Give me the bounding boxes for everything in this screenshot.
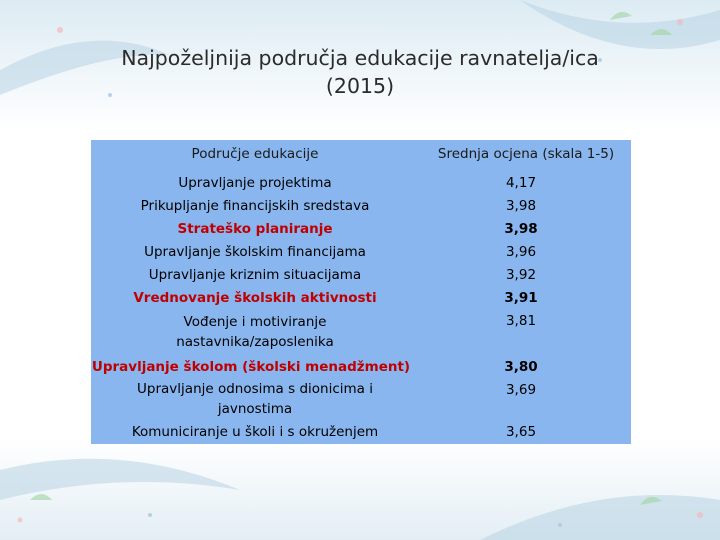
header-score: Srednja ocjena (skala 1-5) [437, 146, 615, 162]
area-cell: Komuniciranje u školi i s okruženjem [131, 424, 379, 440]
score-cell: 3,98 [504, 221, 538, 237]
score-cell: 3,69 [505, 382, 537, 398]
score-cell: 3,91 [504, 290, 538, 306]
score-cell: 4,17 [505, 175, 537, 191]
area-cell-line-1: Upravljanje odnosima s dionicima i [137, 381, 373, 397]
area-cell: Vrednovanje školskih aktivnosti [133, 290, 377, 306]
score-cell: 3,81 [505, 313, 537, 329]
area-cell-line-2: javnostima [217, 401, 293, 417]
slide-title [60, 44, 660, 100]
score-cell: 3,65 [505, 424, 537, 440]
area-cell: Upravljanje kriznim situacijama [148, 267, 362, 283]
area-cell: Upravljanje projektima [178, 175, 332, 191]
area-cell-line-2: nastavnika/zaposlenika [176, 334, 334, 350]
area-cell [91, 379, 419, 419]
title-line-1: Najpoželjnija područja edukacije ravnatelja/ica [121, 46, 599, 70]
area-cell: Upravljanje školom (školski menadžment) [91, 359, 411, 375]
area-cell: Upravljanje školskim financijama [144, 244, 366, 260]
score-cell: 3,80 [504, 359, 538, 375]
education-areas-table [91, 140, 631, 444]
title-line-2: (2015) [325, 74, 395, 98]
area-cell-line-1: Vođenje i motiviranje [183, 314, 327, 330]
area-cell [91, 312, 419, 352]
score-cell: 3,96 [505, 244, 537, 260]
score-cell: 3,98 [505, 198, 537, 214]
score-cell: 3,92 [505, 267, 537, 283]
area-cell: Prikupljanje financijskih sredstava [140, 198, 370, 214]
header-area: Područje edukacije [191, 146, 319, 162]
area-cell: Strateško planiranje [177, 221, 333, 237]
